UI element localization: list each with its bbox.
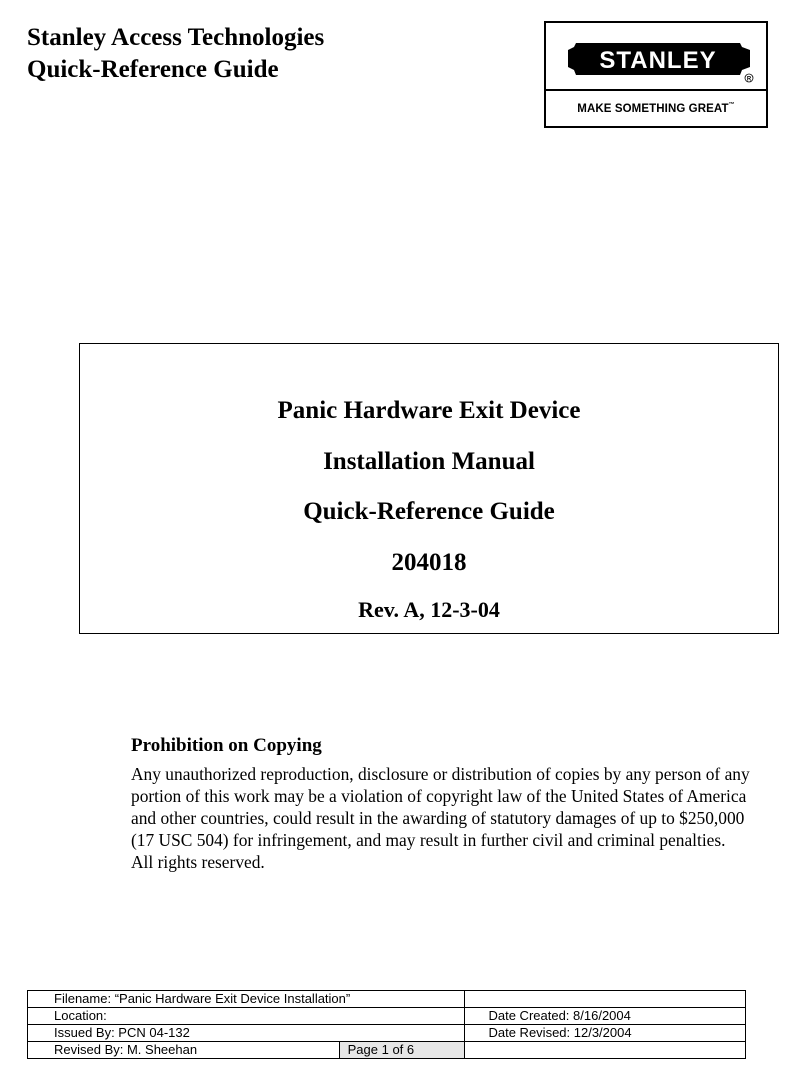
logo-tagline: MAKE SOMETHING GREAT™ xyxy=(577,102,735,115)
table-row xyxy=(28,991,746,1008)
prohibition-heading: Prohibition on Copying xyxy=(131,735,322,756)
empty-cell xyxy=(465,991,746,1008)
logo-brand-text: STANLEY xyxy=(599,47,717,74)
document-header xyxy=(27,22,324,86)
svg-text:R: R xyxy=(746,76,752,83)
stanley-logo xyxy=(544,21,768,128)
guide-type: Quick-Reference Guide xyxy=(303,498,555,525)
document-type: Quick-Reference Guide xyxy=(27,56,279,83)
date-created-cell: Date Created: 8/16/2004 xyxy=(465,1008,746,1025)
table-row xyxy=(28,1008,746,1025)
revision: Rev. A, 12-3-04 xyxy=(358,597,500,622)
stanley-logo-mark xyxy=(546,23,766,89)
page-number-cell: Page 1 of 6 xyxy=(339,1042,465,1059)
document-info-table xyxy=(27,990,746,1059)
product-title: Panic Hardware Exit Device xyxy=(277,397,581,424)
empty-cell xyxy=(465,1042,746,1059)
date-revised-cell: Date Revised: 12/3/2004 xyxy=(465,1025,746,1042)
prohibition-body: Any unauthorized reproduction, disclosure or distribution of copies by any person of any portion of this work may be a violation of copyright law of the United States of America and other countries, could result in the awarding of statutory damages of up to $250,000 (17 USC 504) for infringement, and may result in further civil and criminal penalties. All rights reserved. xyxy=(131,764,750,872)
title-block xyxy=(79,343,779,634)
document-number: 204018 xyxy=(391,549,467,576)
copy-prohibition-notice xyxy=(131,735,751,873)
company-name: Stanley Access Technologies xyxy=(27,24,325,51)
manual-type: Installation Manual xyxy=(323,448,535,475)
issued-by-cell: Issued By: PCN 04-132 xyxy=(28,1025,465,1042)
revised-by-cell: Revised By: M. Sheehan xyxy=(28,1042,340,1059)
location-cell: Location: xyxy=(28,1008,465,1025)
table-row xyxy=(28,1025,746,1042)
table-row xyxy=(28,1042,746,1059)
logo-divider xyxy=(546,89,766,91)
filename-cell: Filename: “Panic Hardware Exit Device Installation” xyxy=(28,991,465,1008)
